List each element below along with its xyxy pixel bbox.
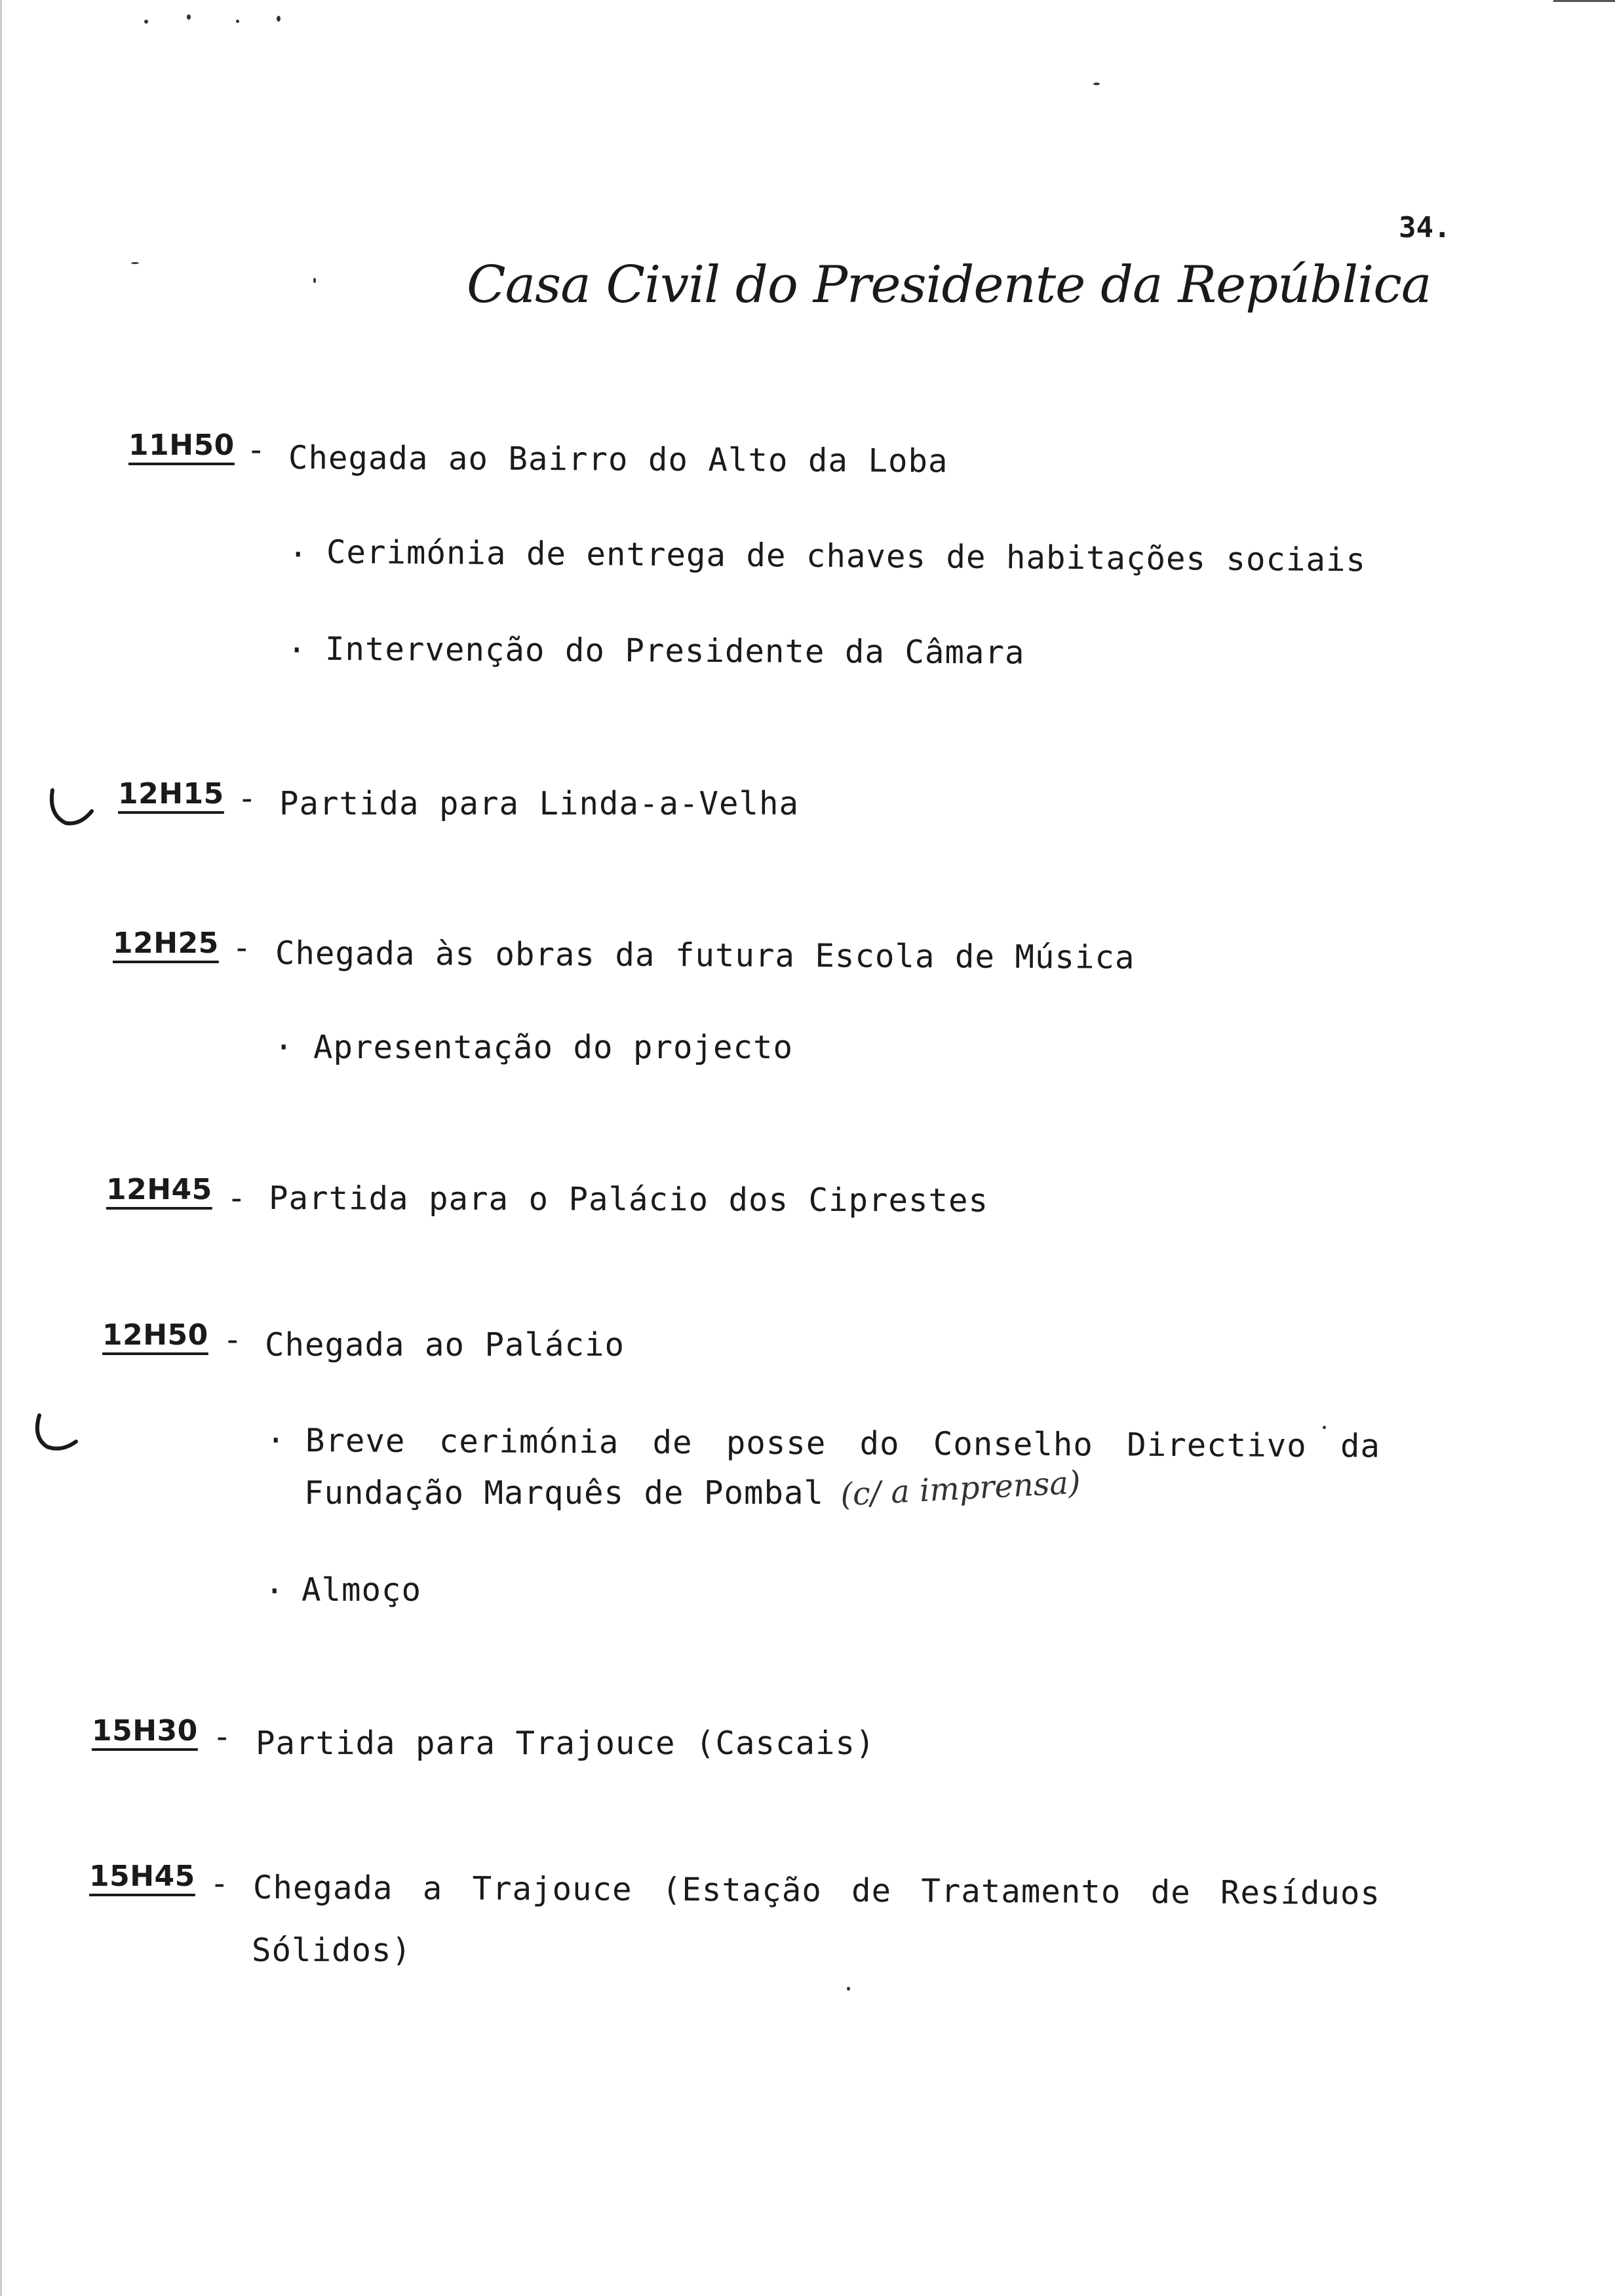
speck [847,1987,850,1991]
entry-time: 12H45 [106,1173,212,1206]
word: Breve [305,1422,406,1460]
margin-check-mark-icon [30,1411,83,1457]
speck [236,20,239,23]
entry-dash: - [232,929,252,966]
word: posse [726,1424,827,1463]
word: do [859,1425,900,1463]
entry-title: Chegada às obras da futura Escola de Música [275,934,1135,976]
scan-top-rule [1553,0,1615,2]
entry-dash: - [227,1179,246,1217]
entry-title: Chegada ao Palácio [265,1326,625,1364]
bullet-dot: · [274,1029,294,1066]
bullet-text: Almoço [302,1571,422,1609]
speck [277,16,281,22]
margin-check-mark-icon [46,785,98,831]
word: da [1340,1427,1381,1465]
speck [313,278,316,283]
word: de [652,1423,693,1462]
word: Conselho [933,1425,1094,1464]
word: Tratamento [921,1872,1121,1911]
entry-title: Partida para Trajouce (Cascais) [256,1725,876,1762]
bullet-dot: · [266,1422,286,1459]
bullet-text-continuation: Fundação Marquês de Pombal [304,1474,825,1512]
handwritten-annotation: (c/ a imprensa) [839,1464,1081,1514]
page-number: 34. [1399,211,1451,244]
bullet-dot: · [288,536,308,573]
entry-time: 12H50 [102,1318,208,1352]
entry-time: 11H50 [128,429,235,462]
entry-dash: - [223,1321,243,1358]
entry-dash: - [210,1865,229,1902]
speck [1093,83,1100,85]
speck [131,262,139,264]
word: Directivo [1127,1426,1307,1464]
bullet-text: Cerimónia de entrega de chaves de habitações sociais [326,533,1367,579]
entry-dash: - [246,431,266,469]
entry-time: 15H30 [92,1714,198,1748]
bullet-text-justified [305,1422,1380,1465]
entry-title-continuation: Sólidos) [252,1932,412,1969]
word: de [1150,1873,1191,1911]
word: Trajouce [472,1869,632,1909]
bullet-text: Intervenção do Presidente da Câmara [324,630,1025,672]
entry-title-justified [253,1869,1380,1912]
bullet-text: Apresentação do projecto [313,1029,794,1066]
bullet-dot: · [287,632,307,669]
entry-time: 15H45 [89,1860,195,1893]
entry-time: 12H25 [113,927,219,960]
word: a [422,1869,443,1907]
letterhead: Casa Civil do Presidente da República [467,256,1431,315]
word: Resíduos [1220,1873,1381,1913]
speck [144,20,148,24]
entry-title: Partida para Linda-a-Velha [279,785,800,822]
entry-dash: - [237,780,257,817]
word: de [851,1871,892,1910]
entry-title: Chegada ao Bairro do Alto da Loba [288,439,948,480]
bullet-dot: · [265,1573,284,1610]
word: Chegada [252,1869,393,1907]
entry-dash: - [212,1718,232,1755]
word: cerimónia [438,1423,619,1461]
scan-left-edge [0,0,2,2296]
entry-time: 12H15 [118,777,224,811]
word: (Estação [661,1871,822,1909]
entry-title: Partida para o Palácio dos Ciprestes [268,1179,989,1219]
speck [187,14,191,20]
